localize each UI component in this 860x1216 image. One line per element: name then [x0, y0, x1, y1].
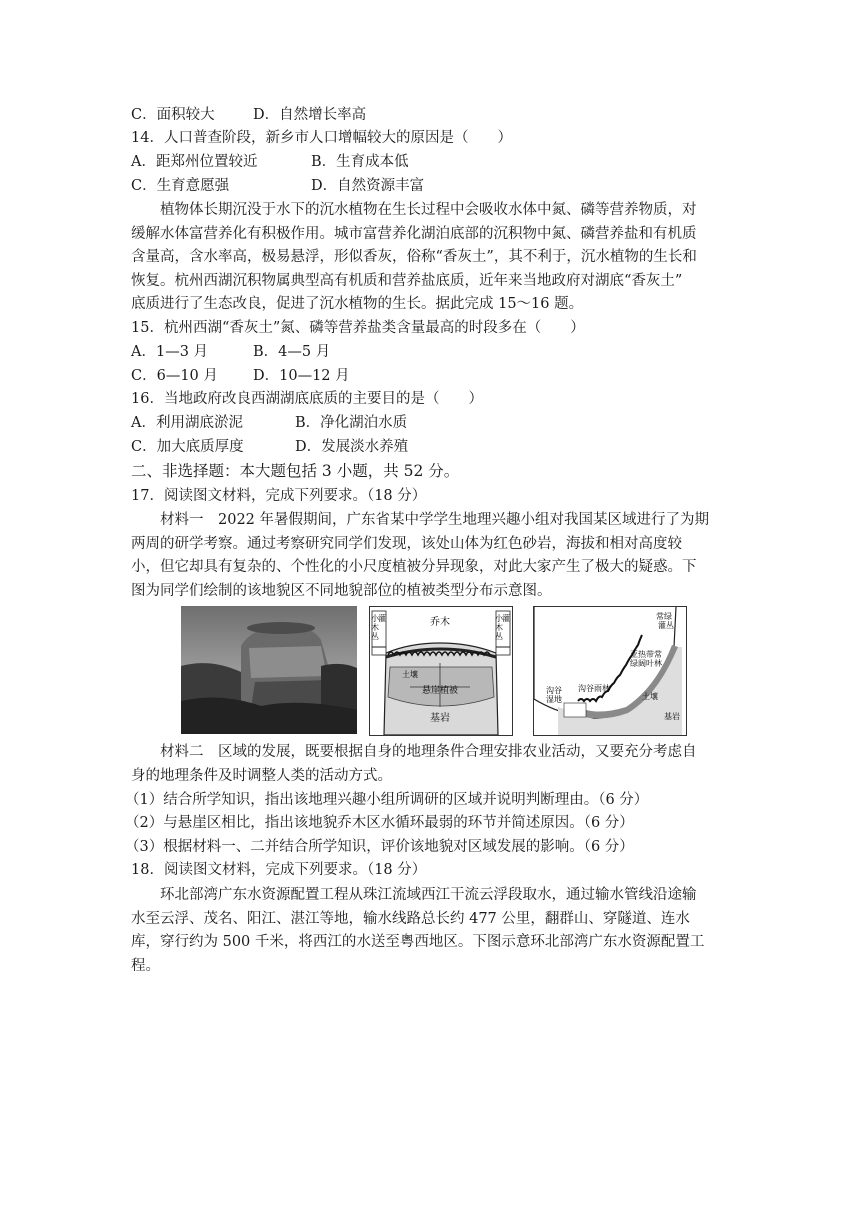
q14-option-c: C．生育意愿强	[131, 178, 230, 194]
lake-passage-line: 底质进行了生态改良，促进了沉水植物的生长。据此完成 15～16 题。	[131, 296, 584, 312]
section-heading: 二、非选择题：本大题包括 3 小题，共 52 分。	[131, 462, 460, 480]
arbor-label: 乔木	[430, 617, 450, 628]
lake-passage-line: 含量高，含水率高，极易悬浮，形似香灰，俗称“香灰土”，其不利于，沉水植物的生长和	[131, 249, 697, 265]
material1-line: 两周的研学考察。通过考察研究同学们发现，该处山体为红色砂岩，海拔和相对高度较	[131, 535, 682, 552]
q17-subquestion-3: （3）根据材料一、二并结合所学知识，评价该地貌对区域发展的影响。（6 分）	[125, 839, 634, 855]
evergreen-shrub-label: 常绿灌丛	[656, 612, 674, 630]
q17-stem: 17．阅读图文材料，完成下列要求。（18 分）	[131, 488, 427, 504]
vegetation-figure-group	[181, 606, 686, 734]
q16-option-d: D．发展淡水养殖	[295, 439, 409, 455]
q17-material1	[131, 509, 731, 603]
shrub-right-label: 小木丛灌	[495, 614, 510, 641]
q18-stem: 18．阅读图文材料，完成下列要求。（18 分）	[131, 862, 427, 878]
valley-wetland-label: 沟谷湿地	[546, 686, 562, 704]
danxia-photo	[181, 606, 357, 734]
lake-passage-line: 恢复。杭州西湖沉积物属典型高有机质和营养盐底质，近年来当地政府对湖底“香灰土”	[131, 272, 683, 289]
q18-passage-line: 程。	[131, 957, 160, 974]
lake-passage-line: 植物体长期沉没于水下的沉水植物在生长过程中会吸收水体中氮、磷等营养物质，对	[160, 202, 697, 218]
material2-line: 材料二 区域的发展，既要根据自身的地理条件合理安排农业活动，又要充分考虑自	[160, 744, 697, 760]
q16-options-cd	[131, 437, 408, 457]
cliff-vegetation-label: 悬崖植被	[421, 686, 459, 696]
q16-stem: 16．当地政府改良西湖湖底底质的主要目的是（ ）	[131, 391, 483, 407]
lake-passage	[131, 199, 731, 317]
q18-passage-line: 库，穿行约为 500 千米，将西江的水送至粤西地区。下图示意环北部湾广东水资源配置工	[131, 934, 705, 950]
q18-passage-line: 水至云浮、茂名、阳江、湛江等地，输水线路总长约 477 公里，翻群山、穿隧道、连水	[131, 910, 690, 927]
bedrock-label: 基岩	[430, 713, 450, 724]
q15-option-a: A．1—3 月	[131, 344, 209, 360]
q16-options-ab	[131, 413, 407, 433]
q15-option-b: B．4—5 月	[253, 344, 331, 360]
bedrock2-label: 基岩	[664, 712, 680, 721]
q15-option-c: C．6—10 月	[131, 368, 218, 384]
material1-line: 图为同学们绘制的该地貌区不同地貌部位的植被类型分布示意图。	[131, 582, 552, 599]
q16-option-b: B．净化湖泊水质	[295, 415, 408, 431]
valley-cross-section	[533, 606, 687, 736]
soil2-label: 土壤	[642, 692, 658, 701]
soil-label: 土壤	[402, 670, 418, 679]
q18-passage	[131, 884, 731, 978]
q15-stem: 15．杭州西湖“香灰土”氮、磷等营养盐类含量最高的时段多在（ ）	[131, 320, 585, 336]
q15-option-d: D．10—12 月	[253, 368, 350, 384]
q16-option-a: A．利用湖底淤泥	[131, 415, 243, 431]
q14-option-b: B．生育成本低	[311, 154, 409, 170]
q17-subquestion-1: （1）结合所学知识，指出该地理兴趣小组所调研的区域并说明判断理由。（6 分）	[125, 792, 649, 808]
valley-rainforest-label: 沟谷雨林	[578, 684, 610, 693]
mesa-cross-section	[369, 606, 513, 736]
lake-passage-line: 缓解水体富营养化有积极作用。城市富营养化湖泊底部的沉积物中氮、磷营养盐和有机质	[131, 225, 697, 242]
q17-subquestion-2: （2）与悬崖区相比，指出该地貌乔木区水循环最弱的环节并简述原因。（6 分）	[125, 815, 634, 831]
material1-line: 小，但它却具有复杂的、个性化的小尺度植被分异现象，对此大家产生了极大的疑惑。下	[131, 559, 697, 575]
material1-line: 材料一 2022 年暑假期间，广东省某中学学生地理兴趣小组对我国某区域进行了为期	[160, 512, 710, 528]
q13-option-c: C．面积较大	[131, 107, 215, 123]
q14-stem: 14．人口普查阶段，新乡市人口增幅较大的原因是（ ）	[131, 130, 512, 146]
q14-option-d: D．自然资源丰富	[311, 178, 425, 194]
q14-options-ab	[131, 152, 409, 172]
q14-options-cd	[131, 176, 424, 196]
q18-passage-line: 环北部湾广东水资源配置工程从珠江流域西江干流云浮段取水，通过输水管线沿途输	[160, 887, 697, 903]
q15-options-ab	[131, 342, 330, 362]
subtropical-forest-label: 亚热带常绿阔叶林	[630, 650, 662, 668]
material2-line: 身的地理条件及时调整人类的活动方式。	[131, 767, 392, 784]
q17-material2	[131, 741, 731, 788]
q16-option-c: C．加大底质厚度	[131, 439, 244, 455]
q13-options-cd	[131, 105, 366, 125]
q15-options-cd	[131, 366, 350, 386]
q14-option-a: A．距郑州位置较近	[131, 154, 258, 170]
q13-option-d: D．自然增长率高	[253, 107, 367, 123]
shrub-left-label: 小木丛灌	[371, 614, 386, 641]
